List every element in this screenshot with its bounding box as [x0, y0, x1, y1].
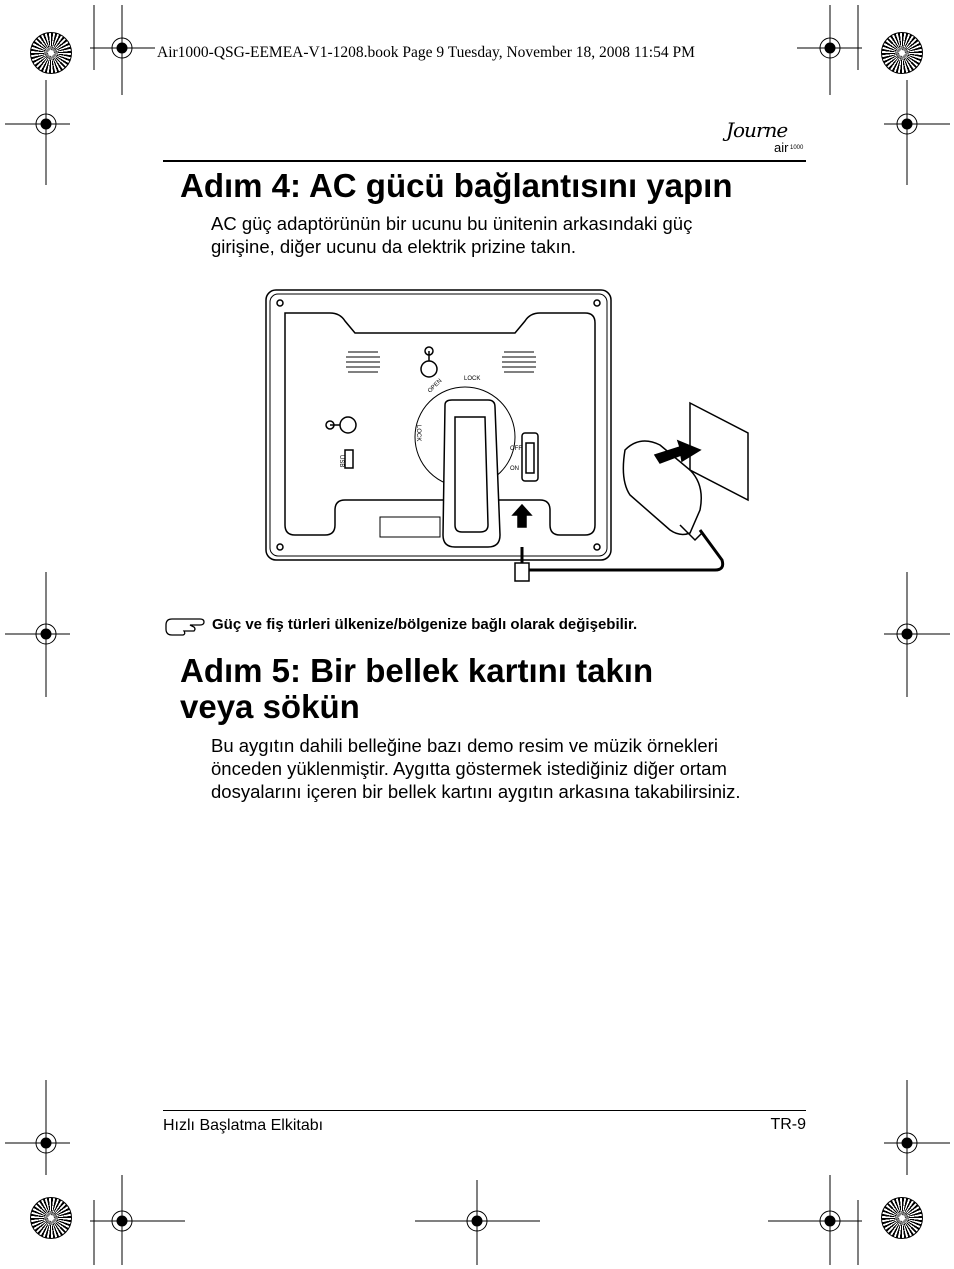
label-on: ON [510, 466, 519, 472]
step4-title: Adım 4: AC gücü bağlantısını yapın [180, 167, 733, 204]
power-switch [522, 433, 538, 481]
frame-power-illustration [260, 285, 760, 590]
color-bar-icon [881, 32, 923, 74]
step5-title-line: Adım 5: Bir bellek kartını takın [180, 652, 654, 689]
journe-logo [722, 116, 808, 160]
pointing-hand-icon [164, 615, 206, 637]
registration-mark-icon [5, 572, 70, 697]
registration-mark-icon [884, 80, 950, 185]
step5-body-line: Bu aygıtın dahili belleğine bazı demo resim ve müzik örnekleri [211, 735, 718, 756]
registration-mark-icon [884, 572, 950, 697]
registration-mark-icon [797, 5, 862, 95]
print-header: Air1000-QSG-EEMEA-V1-1208.book Page 9 Tuesday, November 18, 2008 11:54 PM [157, 44, 695, 61]
frame-outer [266, 290, 611, 560]
keyhole-icon [326, 417, 356, 433]
footer-title: Hızlı Başlatma Elkitabı [163, 1117, 324, 1134]
frame-back-panel [285, 313, 595, 535]
label-lock-left: LOCK [415, 425, 421, 442]
label-lock-top: LOCK [464, 376, 481, 382]
brand-model-number: 1000 [790, 145, 804, 151]
keyhole-icon [421, 347, 437, 377]
color-bar-icon [30, 1197, 72, 1239]
registration-mark-icon [415, 1180, 540, 1265]
step5-body-line: önceden yüklenmiştir. Aygıtta göstermek istediğiniz diğer ortam [211, 758, 727, 779]
registration-mark-icon [90, 1175, 185, 1265]
brand-script: Journe [726, 118, 788, 142]
step5-title-line: veya sökün [180, 688, 360, 725]
color-bar-icon [881, 1197, 923, 1239]
power-cable [522, 530, 723, 570]
brand-model: air [774, 140, 789, 155]
header-rule [163, 160, 806, 162]
label-open: OPEN [427, 378, 444, 395]
registration-mark-icon [5, 1080, 70, 1175]
step4-body-line: AC güç adaptörünün bir ucunu bu ünitenin arkasındaki güç [211, 213, 693, 234]
label-usb: USB [338, 455, 344, 468]
footer-rule [163, 1110, 806, 1111]
registration-mark-icon [884, 1080, 950, 1175]
step4-body-line: girişine, diğer ucunu da elektrik prizine takın. [211, 236, 577, 257]
note-text: Güç ve fiş türleri ülkenize/bölgenize bağlı olarak değişebilir. [212, 616, 638, 633]
up-arrow-icon [513, 505, 531, 527]
stand [443, 400, 500, 547]
registration-mark-icon [90, 5, 155, 95]
usb-port [345, 450, 353, 468]
color-bar-icon [30, 32, 72, 74]
page-number: TR-9 [770, 1116, 806, 1133]
registration-mark-icon [768, 1175, 862, 1265]
step5-body [211, 734, 741, 803]
step5-body-line: dosyalarını içeren bir bellek kartını aygıtın arkasına takabilirsiniz. [211, 781, 741, 802]
step5-title [180, 653, 653, 725]
label-off: OFF [510, 446, 522, 452]
registration-mark-icon [5, 80, 70, 185]
step4-body [211, 212, 692, 258]
